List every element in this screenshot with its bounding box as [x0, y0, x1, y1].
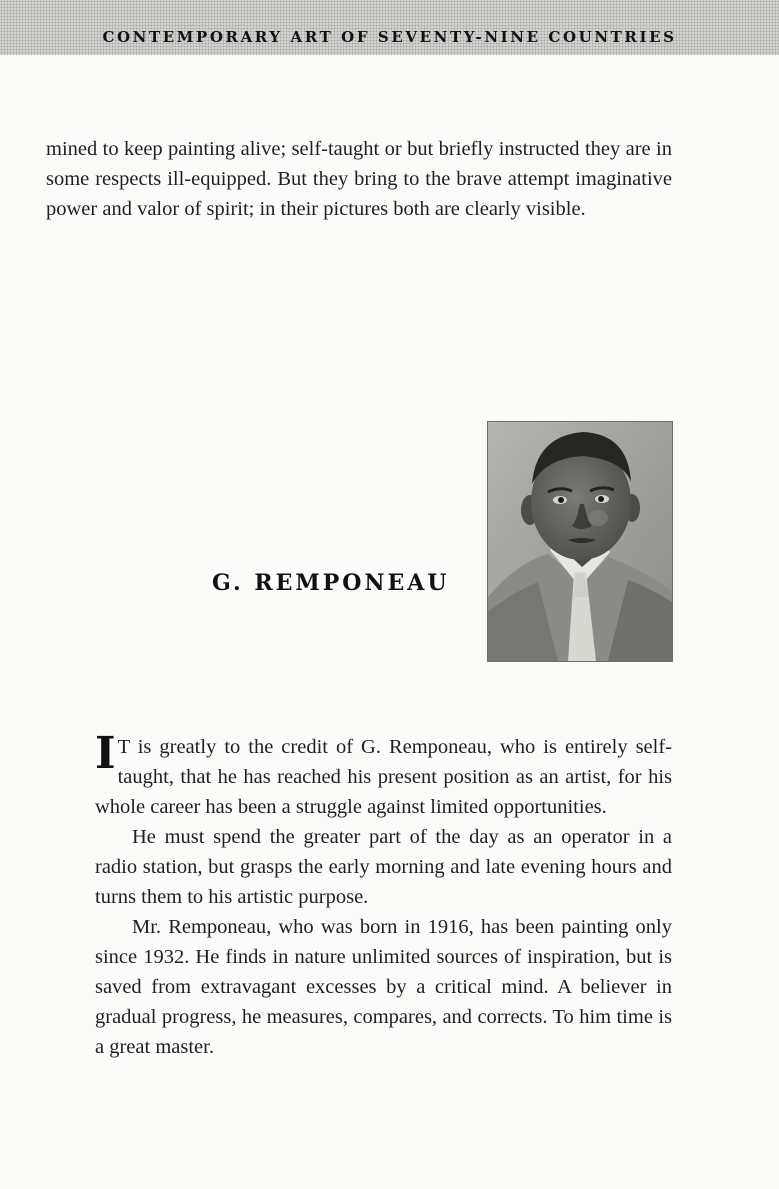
- essay-paragraph-1: [95, 728, 672, 822]
- artist-name-heading: G. REMPONEAU: [212, 570, 450, 596]
- intro-paragraph: [46, 134, 672, 224]
- artist-portrait-photo: [487, 421, 673, 662]
- essay-paragraph-2: He must spend the greater part of the day as an operator in a radio station, but grasps the early morning and late evening hours and turns them to his artistic purpose.: [95, 826, 672, 908]
- essay-text: [95, 728, 672, 1062]
- essay-paragraph-1-text: T is greatly to the credit of G. Remponeau, who is entirely self-taught, that he has reached his present position as an artist, for his whole career has been a struggle against limited opportunities.: [95, 736, 672, 818]
- running-head: CONTEMPORARY ART OF SEVENTY-NINE COUNTRIES: [102, 28, 677, 46]
- portrait-illustration: [488, 422, 672, 661]
- drop-cap-initial: I: [95, 728, 116, 779]
- intro-text: mined to keep painting alive; self-taught or but briefly instructed they are in some respects ill-equipped. But they bring to the brave attempt imaginative power and valor of spirit; in their pictures both are clearly visible.: [46, 138, 672, 220]
- essay-paragraph-3: Mr. Remponeau, who was born in 1916, has been painting only since 1932. He finds in nature unlimited sources of inspiration, but is saved from extravagant excesses by a critical mind. A believer in gradual progress, he measures, compares, and corrects. To him time is a great master.: [95, 916, 672, 1058]
